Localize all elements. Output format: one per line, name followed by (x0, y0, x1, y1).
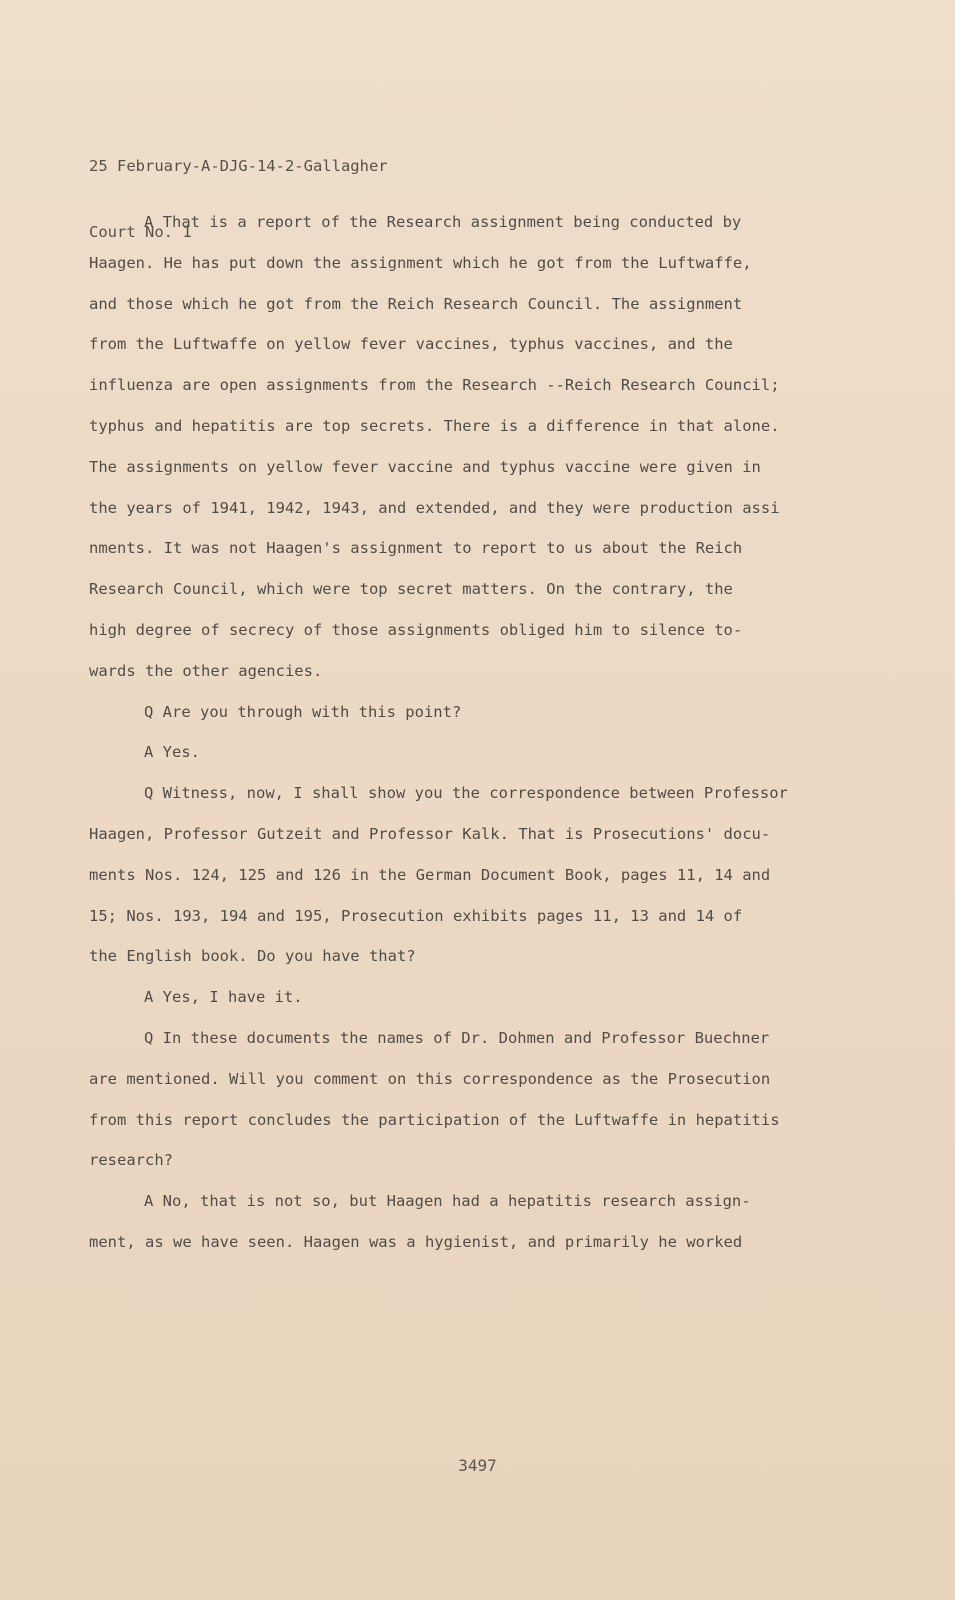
header-date-line: 25 February-A-DJG-14-2-Gallagher (89, 157, 388, 175)
transcript-line: ment, as we have seen. Haagen was a hygienist, and primarily he worked (89, 1232, 743, 1251)
transcript-line: are mentioned. Will you comment on this correspondence as the Prosecution (89, 1069, 771, 1088)
transcript-line: A Yes, I have it. (144, 988, 303, 1007)
transcript-line: Q In these documents the names of Dr. Dohmen and Professor Buechner (144, 1028, 770, 1047)
transcript-line: A That is a report of the Research assignment being conducted by (144, 213, 742, 231)
transcript-line: high degree of secrecy of those assignments obliged him to silence to- (89, 620, 743, 639)
transcript-line: Haagen. He has put down the assignment which he got from the Luftwaffe, (89, 253, 752, 272)
transcript-line: A Yes. (144, 743, 200, 762)
page-number: 3497 (458, 1456, 497, 1475)
transcript-line: ments Nos. 124, 125 and 126 in the German Document Book, pages 11, 14 and (89, 865, 771, 884)
transcript-line: Q Witness, now, I shall show you the correspondence between Professor (144, 784, 788, 803)
transcript-line: the years of 1941, 1942, 1943, and extended, and they were production assi (89, 498, 780, 517)
transcript-line: Q Are you through with this point? (144, 702, 462, 721)
header-court-line: Court No. 1 (89, 223, 192, 241)
transcript-line: research? (89, 1151, 173, 1170)
transcript-line: and those which he got from the Reich Research Council. The assignment (89, 294, 743, 313)
transcript-line: influenza are open assignments from the Research --Reich Research Council; (89, 376, 780, 395)
transcript-line: 15; Nos. 193, 194 and 195, Prosecution exhibits pages 11, 13 and 14 of (89, 906, 743, 925)
transcript-line: wards the other agencies. (89, 661, 323, 680)
transcript-line: typhus and hepatitis are top secrets. There is a difference in that alone. (89, 416, 780, 435)
transcript-line: from this report concludes the participation of the Luftwaffe in hepatitis (89, 1110, 780, 1129)
transcript-line: nments. It was not Haagen's assignment to report to us about the Reich (89, 539, 743, 558)
transcript-line: A No, that is not so, but Haagen had a hepatitis research assign- (144, 1192, 751, 1211)
transcript-line: The assignments on yellow fever vaccine and typhus vaccine were given in (89, 457, 761, 476)
transcript-line: Research Council, which were top secret matters. On the contrary, the (89, 580, 733, 599)
transcript-line: the English book. Do you have that? (89, 947, 416, 966)
transcript-line: from the Luftwaffe on yellow fever vaccines, typhus vaccines, and the (89, 335, 733, 354)
transcript-body (89, 202, 869, 1263)
transcript-line: Haagen, Professor Gutzeit and Professor Kalk. That is Prosecutions' docu- (89, 824, 771, 843)
